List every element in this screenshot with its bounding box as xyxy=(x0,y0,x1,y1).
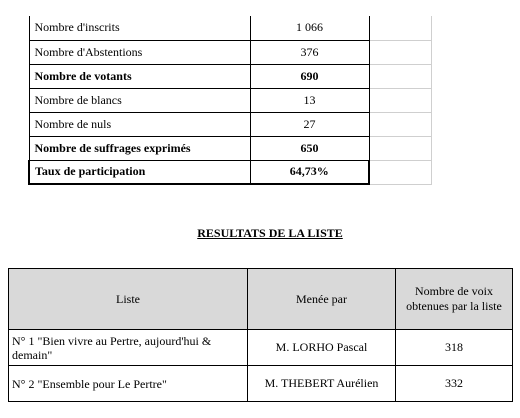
list-leader: M. THEBERT Aurélien xyxy=(248,366,396,402)
results-header-row xyxy=(9,269,513,330)
empty-cell xyxy=(369,40,431,64)
stats-value: 376 xyxy=(250,40,369,64)
column-header-votes: Nombre de voix obtenues par la liste xyxy=(396,269,513,330)
participation-table xyxy=(28,16,432,185)
stats-label: Nombre de blancs xyxy=(29,88,250,112)
stats-row-abstentions xyxy=(29,40,431,64)
stats-row-null xyxy=(29,112,431,136)
empty-cell xyxy=(369,160,431,184)
table-row xyxy=(9,366,513,402)
empty-cell xyxy=(369,16,431,40)
stats-value: 27 xyxy=(250,112,369,136)
results-title: RESULTATS DE LA LISTE xyxy=(197,226,343,240)
list-votes: 332 xyxy=(396,366,513,402)
column-header-led-by: Menée par xyxy=(248,269,396,330)
empty-cell xyxy=(369,136,431,160)
empty-cell xyxy=(369,112,431,136)
table-row xyxy=(9,330,513,366)
stats-value: 1 066 xyxy=(250,16,369,40)
stats-row-voters xyxy=(29,64,431,88)
stats-label: Nombre d'Abstentions xyxy=(29,40,250,64)
stats-label: Taux de participation xyxy=(29,160,250,184)
stats-value: 650 xyxy=(250,136,369,160)
stats-row-expressed xyxy=(29,136,431,160)
stats-label: Nombre d'inscrits xyxy=(29,16,250,40)
results-table xyxy=(8,268,513,402)
stats-value: 64,73% xyxy=(250,160,369,184)
stats-row-registered xyxy=(29,16,431,40)
list-name: N° 1 "Bien vivre au Pertre, aujourd'hui & demain" xyxy=(9,330,248,366)
list-leader: M. LORHO Pascal xyxy=(248,330,396,366)
stats-value: 13 xyxy=(250,88,369,112)
empty-cell xyxy=(369,88,431,112)
list-name: N° 2 "Ensemble pour Le Pertre" xyxy=(9,366,248,402)
stats-row-blank xyxy=(29,88,431,112)
list-votes: 318 xyxy=(396,330,513,366)
stats-label: Nombre de suffrages exprimés xyxy=(29,136,250,160)
stats-label: Nombre de votants xyxy=(29,64,250,88)
stats-label: Nombre de nuls xyxy=(29,112,250,136)
empty-cell xyxy=(369,64,431,88)
stats-value: 690 xyxy=(250,64,369,88)
stats-row-participation xyxy=(29,160,431,184)
column-header-list: Liste xyxy=(9,269,248,330)
